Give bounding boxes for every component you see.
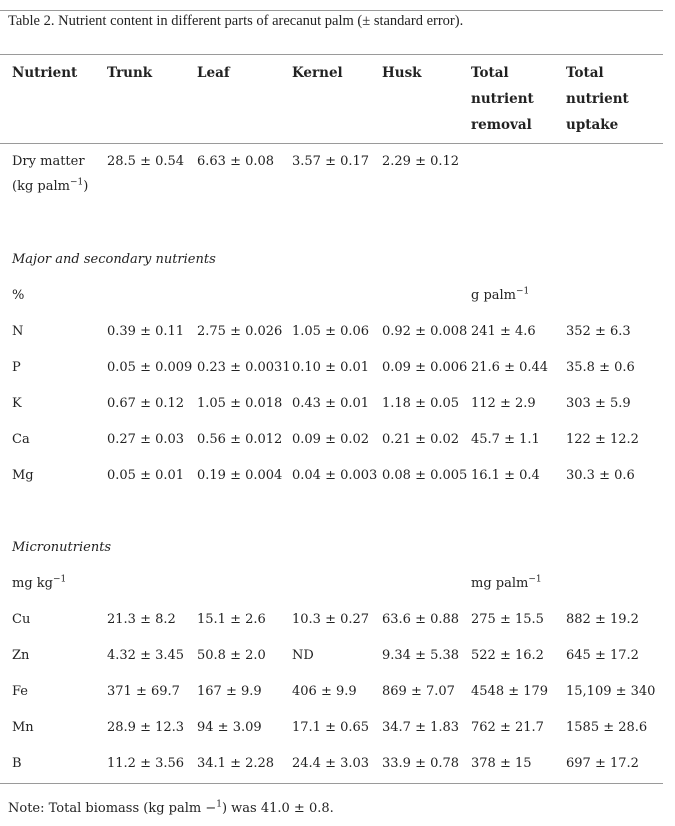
major-cell-removal: 45.7 ± 1.1 (471, 432, 540, 447)
major-cell-husk: 1.18 ± 0.05 (382, 396, 460, 411)
micro-cell-trunk: 21.3 ± 8.2 (107, 612, 176, 627)
major-row-name: Mg (12, 468, 34, 483)
micro-cell-leaf: 50.8 ± 2.0 (197, 648, 266, 663)
major-cell-leaf: 1.05 ± 0.018 (197, 396, 283, 411)
major-cell-uptake: 35.8 ± 0.6 (566, 360, 635, 375)
micro-cell-husk: 869 ± 7.07 (382, 684, 455, 699)
major-section-title: Major and secondary nutrients (12, 252, 216, 267)
major-cell-leaf: 0.23 ± 0.0031 (197, 360, 291, 375)
micro-cell-husk: 33.9 ± 0.78 (382, 756, 460, 771)
micro-cell-kernel: ND (292, 648, 314, 663)
major-cell-kernel: 0.10 ± 0.01 (292, 360, 370, 375)
table-caption: Table 2. Nutrient content in different parts of arecanut palm (± standard error). (8, 13, 464, 29)
micro-unit-left: mg $kg^{-1}$ (12, 574, 67, 591)
micro-cell-trunk: 371 ± 69.7 (107, 684, 180, 699)
major-cell-uptake: 30.3 ± 0.6 (566, 468, 635, 483)
micro-cell-kernel: 24.4 ± 3.03 (292, 756, 370, 771)
micro-unit-right: mg palm$^{-1}$ (471, 574, 542, 591)
header-uptake-line2: nutrient (566, 91, 629, 107)
major-cell-kernel: 0.09 ± 0.02 (292, 432, 370, 447)
micro-cell-uptake: 645 ± 17.2 (566, 648, 639, 663)
major-cell-trunk: 0.27 ± 0.03 (107, 432, 185, 447)
dry-matter-kernel: 3.57 ± 0.17 (292, 154, 370, 169)
header-bottom-rule (0, 143, 663, 144)
major-cell-husk: 0.09 ± 0.006 (382, 360, 468, 375)
major-cell-husk: 0.08 ± 0.005 (382, 468, 468, 483)
header-top-rule (0, 54, 663, 55)
micro-row-name: Mn (12, 720, 34, 735)
header-husk: Husk (382, 65, 422, 81)
header-removal-line2: nutrient (471, 91, 534, 107)
micro-row-name: Zn (12, 648, 30, 663)
major-cell-kernel: 0.04 ± 0.003 (292, 468, 378, 483)
micro-cell-kernel: 406 ± 9.9 (292, 684, 357, 699)
micro-cell-kernel: 17.1 ± 0.65 (292, 720, 370, 735)
major-row-name: K (12, 396, 22, 411)
major-cell-trunk: 0.67 ± 0.12 (107, 396, 185, 411)
major-cell-kernel: 1.05 ± 0.06 (292, 324, 370, 339)
micro-cell-removal: 4548 ± 179 (471, 684, 549, 699)
micro-cell-leaf: 167 ± 9.9 (197, 684, 262, 699)
major-unit-left: % (12, 288, 25, 303)
micro-row-name: B (12, 756, 22, 771)
micro-cell-husk: 34.7 ± 1.83 (382, 720, 460, 735)
major-cell-leaf: 0.19 ± 0.004 (197, 468, 283, 483)
micro-cell-leaf: 34.1 ± 2.28 (197, 756, 275, 771)
micro-cell-husk: 9.34 ± 5.38 (382, 648, 460, 663)
micro-cell-kernel: 10.3 ± 0.27 (292, 612, 370, 627)
header-kernel: Kernel (292, 65, 343, 81)
dry-matter-unit: (kg palm$^{-1}$) (12, 177, 89, 194)
header-removal-line1: Total (471, 65, 509, 81)
major-cell-uptake: 352 ± 6.3 (566, 324, 631, 339)
table-top-rule (0, 10, 663, 11)
table-bottom-rule (0, 783, 663, 784)
major-cell-husk: 0.21 ± 0.02 (382, 432, 460, 447)
major-cell-leaf: 2.75 ± 0.026 (197, 324, 283, 339)
header-nutrient: Nutrient (12, 65, 78, 81)
header-uptake-line1: Total (566, 65, 604, 81)
major-cell-removal: 112 ± 2.9 (471, 396, 536, 411)
major-cell-removal: 16.1 ± 0.4 (471, 468, 540, 483)
dry-matter-trunk: 28.5 ± 0.54 (107, 154, 185, 169)
micro-cell-leaf: 94 ± 3.09 (197, 720, 262, 735)
micro-cell-removal: 762 ± 21.7 (471, 720, 544, 735)
dry-matter-husk: 2.29 ± 0.12 (382, 154, 460, 169)
header-trunk: Trunk (107, 65, 153, 81)
micro-cell-removal: 522 ± 16.2 (471, 648, 544, 663)
micro-cell-leaf: 15.1 ± 2.6 (197, 612, 266, 627)
micro-cell-trunk: 11.2 ± 3.56 (107, 756, 185, 771)
major-cell-trunk: 0.39 ± 0.11 (107, 324, 185, 339)
micro-section-title: Micronutrients (12, 540, 112, 555)
header-removal-line3: removal (471, 117, 532, 133)
dry-matter-leaf: 6.63 ± 0.08 (197, 154, 275, 169)
major-cell-trunk: 0.05 ± 0.01 (107, 468, 185, 483)
major-row-name: N (12, 324, 24, 339)
micro-row-name: Cu (12, 612, 31, 627)
header-leaf: Leaf (197, 65, 230, 81)
micro-cell-uptake: 1585 ± 28.6 (566, 720, 648, 735)
major-cell-uptake: 303 ± 5.9 (566, 396, 631, 411)
major-row-name: Ca (12, 432, 30, 447)
major-cell-removal: 241 ± 4.6 (471, 324, 536, 339)
micro-cell-trunk: 4.32 ± 3.45 (107, 648, 185, 663)
major-row-name: P (12, 360, 21, 375)
micro-row-name: Fe (12, 684, 29, 699)
major-cell-uptake: 122 ± 12.2 (566, 432, 639, 447)
micro-cell-husk: 63.6 ± 0.88 (382, 612, 460, 627)
dry-matter-label: Dry matter (12, 154, 85, 169)
major-cell-trunk: 0.05 ± 0.009 (107, 360, 193, 375)
major-cell-leaf: 0.56 ± 0.012 (197, 432, 283, 447)
header-uptake-line3: uptake (566, 117, 619, 133)
micro-cell-removal: 275 ± 15.5 (471, 612, 544, 627)
major-unit-right: g palm$^{-1}$ (471, 286, 530, 303)
micro-cell-uptake: 15,109 ± 340 (566, 684, 656, 699)
micro-cell-trunk: 28.9 ± 12.3 (107, 720, 185, 735)
micro-cell-removal: 378 ± 15 (471, 756, 532, 771)
major-cell-removal: 21.6 ± 0.44 (471, 360, 549, 375)
micro-cell-uptake: 697 ± 17.2 (566, 756, 639, 771)
major-cell-husk: 0.92 ± 0.008 (382, 324, 468, 339)
major-cell-kernel: 0.43 ± 0.01 (292, 396, 370, 411)
micro-cell-uptake: 882 ± 19.2 (566, 612, 639, 627)
table-note: Note: Total biomass (kg palm −$^1$) was 41.0 ± 0.8. (8, 799, 334, 816)
